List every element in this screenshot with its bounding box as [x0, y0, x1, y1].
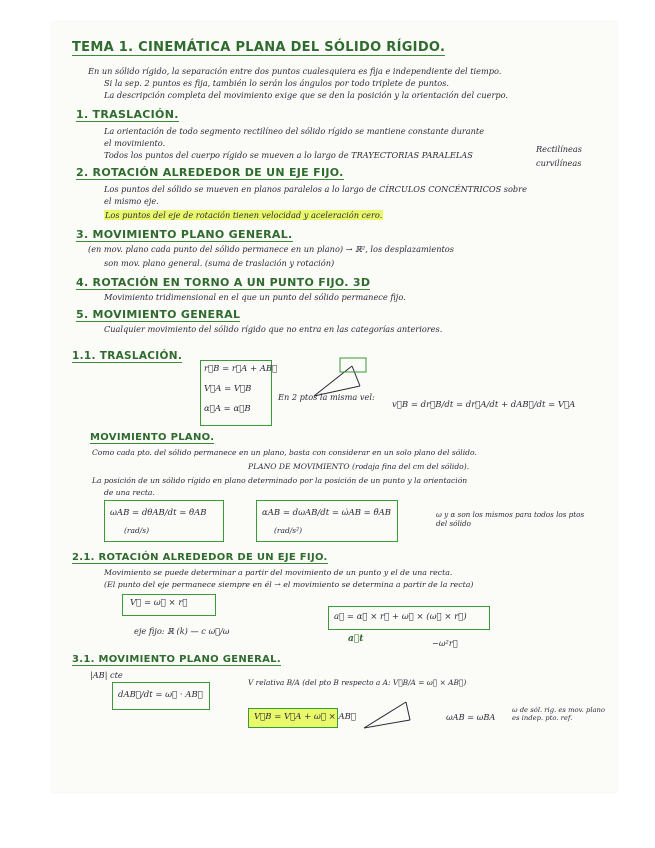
eq-acceleration: α⃗A = α⃗B: [204, 404, 251, 414]
notebook-page: [52, 22, 617, 792]
eq-rot-velocity: V⃗ = ω⃗ × r⃗: [130, 598, 188, 608]
section-2-heading: 2. ROTACIÓN ALREDEDOR DE UN EJE FIJO.: [76, 166, 344, 179]
subsection-3-1-heading: 3.1. MOVIMIENTO PLANO GENERAL.: [72, 654, 281, 665]
eq-wr: −ω²r⃗: [432, 638, 458, 648]
eq-at: a⃗t: [348, 634, 364, 644]
eq-omega-unit: (rad/s): [124, 526, 150, 535]
velocity-triangle-diagram: [362, 698, 416, 734]
s1-line-3: Todos los puntos del cuerpo rígido se mueven a lo largo de TRAYECTORIAS PARALELAS: [104, 150, 473, 160]
eq-wab: ωAB = ωBA: [446, 712, 496, 722]
subsection-1-1-heading: 1.1. TRASLACIÓN.: [72, 350, 183, 362]
section-3-heading: 3. MOVIMIENTO PLANO GENERAL.: [76, 228, 293, 241]
s2-line-2: el mismo eje.: [104, 196, 159, 206]
s1-brace-curvilineas: curvilíneas: [536, 158, 582, 168]
s31-label: |AB| cte: [90, 670, 123, 680]
section-4-heading: 4. ROTACIÓN EN TORNO A UN PUNTO FIJO. 3D: [76, 276, 371, 289]
alpha-equation-box: [256, 500, 398, 542]
s1-line-2: el movimiento.: [104, 138, 166, 148]
intro-line-3: La descripción completa del movimiento exige que se den la posición y la orientación del cuerpo.: [104, 90, 508, 100]
eq-alpha: αAB = dωAB/dt = ω̇AB = θ̈AB: [262, 508, 391, 518]
s2-line-1: Los puntos del sólido se mueven en planos paralelos a lo largo de CÍRCULOS CONCÉNTRICOS sobre: [104, 184, 527, 194]
eq-eje: eje fijo: ℝ (k) — c ω⃗/ω: [134, 626, 230, 636]
s5-line-1: Cualquier movimiento del sólido rígido que no entra en las categorías anteriores.: [104, 324, 443, 334]
eq-alpha-unit: (rad/s²): [274, 526, 303, 535]
eq-dab: dAB⃗/dt = ω⃗ · AB⃗: [118, 690, 203, 700]
eq-rot-accel: a⃗ = α⃗ × r⃗ + ω⃗ × (ω⃗ × r⃗): [334, 612, 467, 622]
page-title: TEMA 1. CINEMÁTICA PLANA DEL SÓLIDO RÍGIDO.: [72, 40, 446, 55]
mp-line-3: La posición de un sólido rígido en plano determinado por la posición de un punto y la orientación: [92, 476, 468, 485]
subsection-2-1-heading: 2.1. ROTACIÓN ALREDEDOR DE UN EJE FIJO.: [72, 552, 328, 563]
mp-line-2: PLANO DE MOVIMIENTO (rodaja fina del cm del sólido).: [248, 462, 470, 471]
s31-omega-desc: ω de sól. rig. es mov. plano es indep. pto. ref.: [512, 706, 606, 722]
s21-line-2: (El punto del eje permanece siempre en él → el movimiento se determina a partir de la recta): [104, 580, 474, 589]
omega-equation-box: [104, 500, 224, 542]
s1-brace-rectilineas: Rectilíneas: [536, 144, 582, 154]
section-5-heading: 5. MOVIMIENTO GENERAL: [76, 308, 241, 321]
section-1-heading: 1. TRASLACIÓN.: [76, 108, 179, 121]
eq-omega: ωAB = dθAB/dt = θ̇AB: [110, 508, 207, 518]
mp-line-1: Como cada pto. del sólido permanece en un plano, basta con considerar en un solo plano del sólido.: [92, 448, 477, 457]
movimiento-plano-heading: MOVIMIENTO PLANO.: [90, 432, 215, 443]
s11-derivative: v⃗B = dr⃗B/dt = dr⃗A/dt + dAB⃗/dt = V⃗A: [392, 400, 576, 410]
intro-line-2: Si la sep. 2 puntos es fija, también lo serán los ángulos por todo triplete de puntos.: [104, 78, 449, 88]
s11-note: En 2 ptos la misma vel:: [278, 392, 375, 402]
mp-side-note: ω y α son los mismos para todos los ptos del sólido: [436, 510, 585, 528]
eq-position: r⃗B = r⃗A + AB⃗: [204, 364, 278, 374]
eq-velocity: V⃗A = V⃗B: [204, 384, 252, 394]
s31-note: V relativa B/A (del pto B respecto a A: V⃗B/A = ω⃗ × AB⃗): [248, 678, 467, 687]
mp-line-4: de una recta.: [104, 488, 155, 497]
s4-line-1: Movimiento tridimensional en el que un punto del sólido permanece fijo.: [104, 292, 406, 302]
eq-vb: V⃗B = V⃗A + ω⃗ × AB⃗: [254, 712, 356, 722]
s1-line-1: La orientación de todo segmento rectilíneo del sólido rígido se mantiene constante durante: [104, 126, 485, 136]
s2-line-3: [104, 210, 383, 220]
intro-line-1: En un sólido rígido, la separación entre dos puntos cualesquiera es fija e independiente del tiempo.: [88, 66, 502, 76]
s2-highlight: Los puntos del eje de rotación tienen velocidad y aceleración cero.: [105, 210, 383, 220]
s21-line-1: Movimiento se puede determinar a partir del movimiento de un punto y el de una recta.: [104, 568, 453, 577]
traslacion-vector-diagram: [312, 356, 372, 406]
s3-line-1: (en mov. plano cada punto del sólido permanece en un plano) → ℝ², los desplazamientos: [88, 244, 454, 254]
s3-line-2: son mov. plano general. (suma de traslación y rotación): [104, 258, 335, 268]
